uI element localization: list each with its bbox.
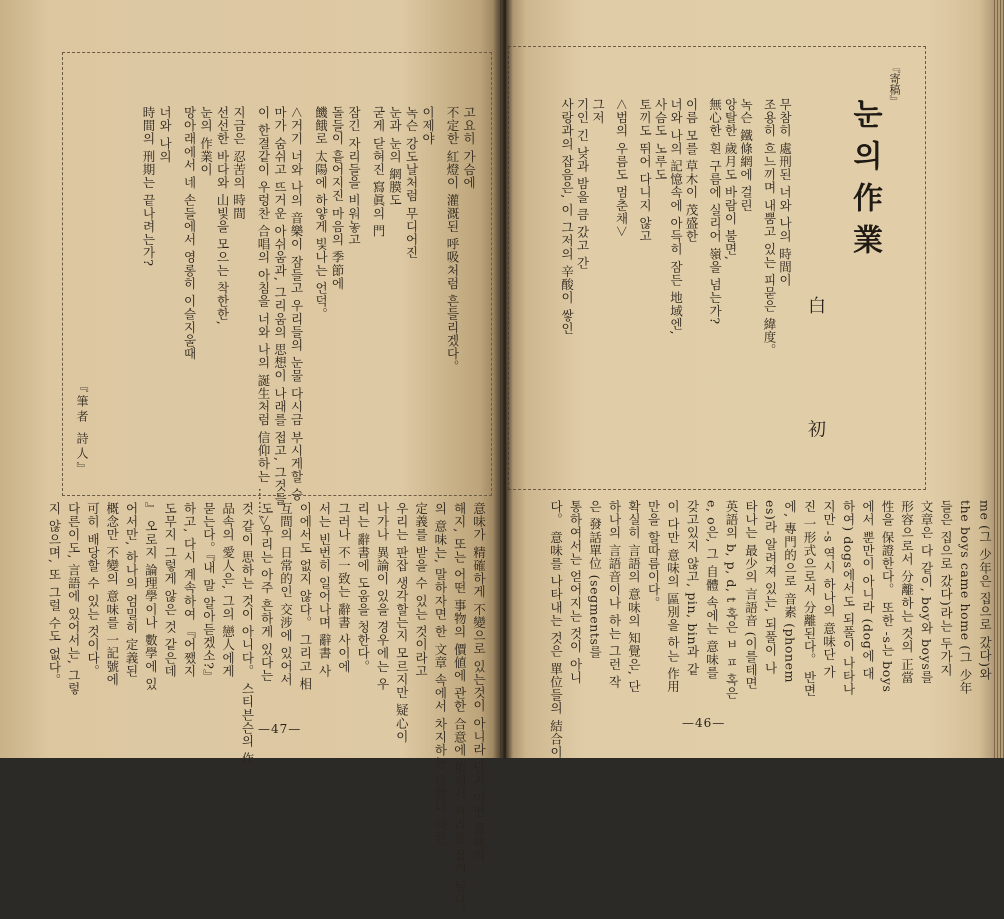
poem-line: 굳게 닫혀진 寫眞의 門 bbox=[371, 106, 386, 238]
poem-line: 망아래에서 네 손들에서 영롱히 이슬지울때 bbox=[182, 106, 197, 361]
prose-line: 에서 뿐만이 아니라 (dog에 대 bbox=[860, 500, 876, 681]
prose-line: 만을 할따름이다。 bbox=[646, 500, 661, 610]
poem-line: 너와 나의 bbox=[157, 106, 173, 163]
prose-line: es)라 알려져 있는, 되풀이 나 bbox=[763, 500, 778, 675]
prose-line: 의 意味는, 말하자면 한 文章 속에서 차지하는 位置나 다른 bbox=[432, 502, 448, 845]
prose-line: 타나는 最少의 言語音 (이를테면 bbox=[743, 500, 759, 690]
prose-line: 文章은 다 같이, boy와 boys를 bbox=[919, 500, 934, 684]
page-edges bbox=[992, 0, 1004, 758]
prose-line: 것 같이 思하는 것이 아니다。 스티븐슨의 作 bbox=[239, 502, 255, 766]
prose-line: the boys came home (그 少年 bbox=[958, 500, 973, 695]
prose-line: 하나의 言語音이나 하는 그런 작 bbox=[607, 500, 622, 689]
prose-line: 이에서도 없지 않다。 그리고 相 bbox=[297, 502, 313, 691]
prose-line: 그러나 不一致는 辭書 사이에 bbox=[336, 502, 352, 673]
poem-line: 사슴도 노루도 bbox=[653, 98, 668, 182]
prose-line: 定義를 받을 수 있는 것이라고 bbox=[413, 502, 429, 678]
book-gutter bbox=[493, 0, 513, 758]
prose-line: 진 一形式으로서 分離된다。 반면 bbox=[802, 500, 817, 698]
prose-line: 우리는 판잡 생각할는지 모르지만 疑心이 bbox=[394, 502, 410, 743]
poem-line: 饑餓로 太陽에 하얗게 빛나는 언덕。 bbox=[313, 106, 329, 321]
right-page bbox=[506, 0, 1004, 758]
poem-line: 고요히 가슴에 bbox=[461, 106, 477, 190]
left-page bbox=[0, 0, 500, 919]
poem-line: 이 한결같이 우렁찬 合唱의 아침을 너와 나의 誕生처럼 信仰하는 ……＞ bbox=[256, 106, 271, 528]
prose-line: 도무지 그렇게 않은 것 같은데 bbox=[162, 502, 178, 678]
prose-line: 다。 意味를 나타내는 것은 單位들의 結合이 bbox=[548, 500, 564, 759]
poem-title: 눈의作業 bbox=[847, 98, 882, 266]
poem-line: 돌들이 흩어지진 마음의 季節에 bbox=[330, 106, 345, 291]
prose-line: 하고, 다시 계속하여 『어쨌지 bbox=[182, 502, 197, 678]
prose-line: 도, 우리는 아주 흔하게 있다는 bbox=[259, 502, 275, 683]
prose-line: 意味가 精確하게 不變으로 있는것이 아니라 단지 어떤 意味의 bbox=[471, 502, 487, 862]
prose-line: 可히 배당할 수 있는 것이다。 bbox=[85, 502, 101, 678]
poet-note: 『筆者 詩人』 bbox=[75, 380, 89, 477]
poem-line: 지금은 忍苦의 時間 bbox=[231, 106, 247, 220]
prose-line: 해지, 또는 어떤 事物의 價値에 관한 合意에 依해서 자리를 잡게 된다。 bbox=[452, 502, 468, 919]
prose-line: 』 오로지 論理學이나 數學에 있 bbox=[143, 502, 159, 691]
prose-line: 지 않으며, 또 그럴 수도 없다。 bbox=[46, 502, 62, 687]
prose-line: 서는 빈번히 일어나며 辭書 사 bbox=[317, 502, 333, 678]
prose-line: 概念만 不變의 意味를 一記號에 bbox=[104, 502, 120, 687]
prose-line: 英語의 b, p, d, t 혹은 ㅂ ㅍ 혹은 bbox=[724, 500, 739, 700]
poem-line: ＜범의 우름도 멈춘채＞ bbox=[614, 98, 629, 239]
prose-line: 에, 專門的으로 音素 (phonem bbox=[782, 500, 798, 684]
prose-line: 形容으로서 分離하는 것의 正當 bbox=[899, 500, 915, 685]
poem-line: 선선한 바다와 山빛을 모으는 착한한, bbox=[215, 106, 230, 326]
poem-line: 무참히 處刑된 너와 나의 時間이 bbox=[777, 98, 793, 287]
poem-line: 이름 모를 草木이 茂盛한 bbox=[684, 98, 699, 243]
prose-line: 互間의 日常的인 交涉에 있어서 bbox=[278, 502, 294, 687]
poem-line: 녹슨 鐵條網에 걸린 bbox=[738, 98, 754, 212]
prose-line: 확실히 言語의 意味의 知覺은, 단 bbox=[626, 500, 642, 694]
poem-line: 이제야 bbox=[420, 106, 436, 146]
poem-line: 녹슨 강도날처럼 무디어진 bbox=[404, 106, 419, 260]
poem-line: 잠긴 자리들을 비워놓고 bbox=[346, 106, 362, 247]
poem-line: 기인 긴 낮과 밤을 큼 갔고 간 bbox=[575, 98, 590, 270]
prose-line: e, o은, 그 自體 속에는 意味를 bbox=[704, 500, 720, 680]
prose-line: 이 다만 意味의 區別을 하는 作用 bbox=[665, 500, 681, 694]
page-number-left: —47— bbox=[258, 722, 302, 736]
prose-line: 다른이도, 言語에 있어서는, 그렇 bbox=[66, 502, 82, 696]
poem-line: ＜거기 너와 나의 音樂이 잠들고 우리들의 눈물 다시금 부시게할 숭 bbox=[289, 106, 304, 501]
prose-line: 性을 保證한다。 또한 -s는 boys bbox=[880, 500, 895, 693]
prose-line: 어서만, 하나의 엄밀히 定義된 bbox=[124, 502, 140, 678]
prose-line: 지만 -s 역시 하나의 意味단 가 bbox=[821, 500, 837, 679]
prose-line: 갖고있지 않고, pin, bin과 같 bbox=[685, 500, 700, 676]
prose-line: me (그 少年은 집으로 갔다)와 bbox=[977, 500, 993, 681]
poem-author: 白 初 bbox=[805, 296, 826, 488]
poem-line: 눈과 눈의 網膜도 bbox=[387, 106, 403, 207]
poem-line: 조용히 흐느끼며 내뿜고 있는 피묻은 緯度。 bbox=[762, 98, 777, 357]
poem-line: 토끼도 뛰어 다니지 않고 bbox=[637, 98, 653, 243]
prose-line: 리는 辭書에 도움을 청한다。 bbox=[355, 502, 371, 673]
prose-line: 品속의 愛人은, 그의 戀人에게 bbox=[220, 502, 236, 678]
poem-line: 時間의 刑期는 끝나려는가? bbox=[141, 106, 156, 267]
poem-line: 앙탈한 歲月도 바람이 불면, bbox=[723, 98, 738, 261]
prose-line: 은 發話單位 (segments를 bbox=[587, 500, 603, 659]
poem-line: 마가 숨쉬고 뜨거운 아쉬움과, 그리움의 思想이 나래를 접고, 그것들 bbox=[272, 106, 288, 506]
poem-line: 눈의 作業이 bbox=[198, 106, 214, 177]
prose-line: 들은 집으로 갔다)라는 두가지 bbox=[938, 500, 954, 677]
page-number-right: —46— bbox=[682, 716, 726, 730]
poem-line: 사랑과의 잡음은, 이 그저의 辛酸이 쌓인 bbox=[559, 98, 575, 336]
column-tag: 『寄稿』 bbox=[888, 62, 901, 106]
prose-line: 하여) dogs에서도 되풀이 나타나 bbox=[841, 500, 856, 696]
poem-line: 無心한 흰 구름에 실리어 嶺을 넘는가? bbox=[707, 98, 723, 325]
poem-line: 不定한 紅燈이 灌溉된 呼吸처럼 흔들리겠다。 bbox=[445, 106, 460, 374]
poem-line: 그저 bbox=[590, 98, 606, 125]
poem-line: 너와 나의 記憶속에 아득히 잠든 地域엔, bbox=[668, 98, 684, 336]
prose-line: 통하여서는 얻어지는 것이 아니 bbox=[568, 500, 583, 685]
prose-line: 나가나 異論이 있을 경우에는 우 bbox=[375, 502, 390, 691]
prose-line: 묻는다。『내 말 알아듣겠소?』 bbox=[201, 502, 217, 683]
